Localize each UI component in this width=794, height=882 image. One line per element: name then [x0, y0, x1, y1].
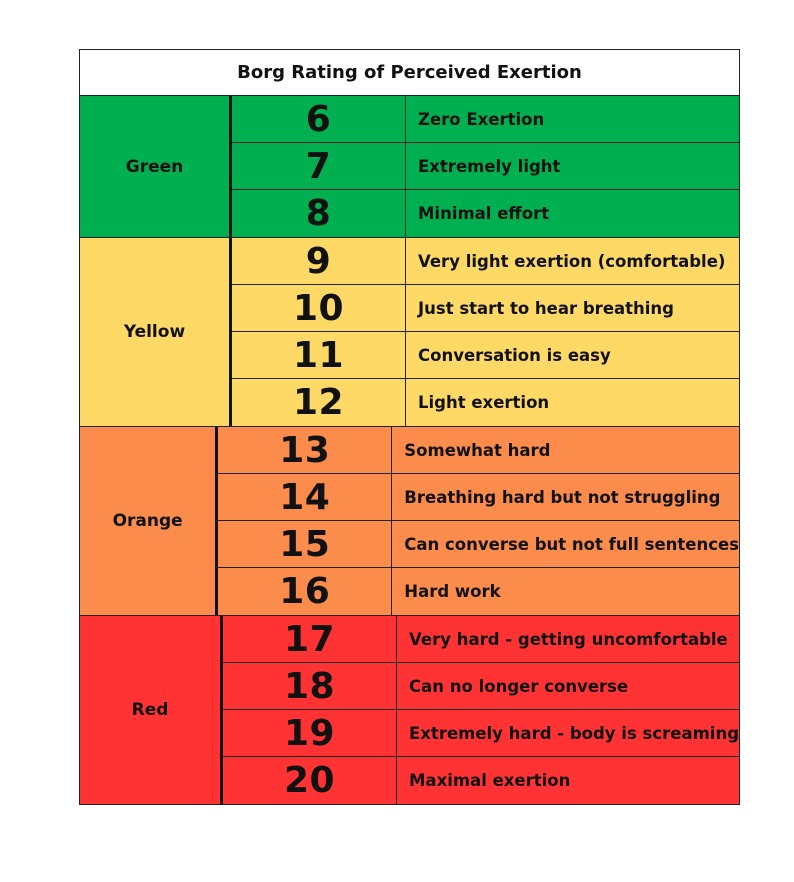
rating-number: 17 [223, 616, 397, 662]
table-row [218, 474, 739, 521]
rating-description: Conversation is easy [418, 345, 611, 365]
table-row [223, 663, 739, 710]
table-row [218, 521, 739, 568]
table-row [232, 332, 739, 379]
rating-number: 19 [223, 710, 397, 756]
table-body [79, 96, 740, 805]
rating-description: Just start to hear breathing [418, 298, 674, 318]
table-row [232, 285, 739, 332]
table-row [223, 616, 739, 663]
rating-number: 9 [232, 238, 406, 284]
table-row [223, 710, 739, 757]
rating-description: Minimal effort [418, 204, 550, 223]
rating-description: Hard work [404, 582, 501, 601]
zone-group-orange [79, 427, 740, 616]
table-title: Borg Rating of Perceived Exertion [79, 49, 740, 96]
rating-number: 7 [232, 143, 406, 189]
zone-group-red [79, 616, 740, 805]
rating-number: 14 [218, 474, 392, 520]
rating-number: 18 [223, 663, 397, 709]
rating-number: 15 [218, 521, 392, 567]
rating-number: 12 [232, 379, 406, 426]
rating-number: 8 [232, 190, 406, 237]
table-row [218, 568, 739, 615]
rating-description: Light exertion [418, 393, 550, 412]
rating-rows [223, 616, 739, 804]
rating-number: 16 [218, 568, 392, 615]
table-row [232, 379, 739, 426]
rating-description: Very light exertion (comfortable) [418, 251, 726, 271]
rating-number: 13 [218, 427, 392, 473]
rating-description: Breathing hard but not struggling [404, 487, 721, 507]
rating-description: Somewhat hard [404, 440, 551, 460]
table-row [232, 238, 739, 285]
table-row [218, 427, 739, 474]
zone-group-green [79, 96, 740, 238]
zone-group-yellow [79, 238, 740, 427]
rating-description: Can converse but not full sentences [404, 534, 739, 554]
rating-description: Extremely hard - body is screaming [409, 723, 739, 743]
rating-description: Maximal exertion [409, 771, 571, 790]
zone-label: Yellow [80, 238, 232, 426]
table-row [223, 757, 739, 804]
zone-label: Orange [80, 427, 218, 615]
table-row [232, 190, 739, 237]
rating-number: 10 [232, 285, 406, 331]
table-row [232, 96, 739, 143]
rating-number: 6 [232, 96, 406, 142]
zone-label: Green [80, 96, 232, 237]
rating-description: Can no longer converse [409, 676, 629, 696]
borg-scale-table [79, 49, 740, 805]
rating-description: Very hard - getting uncomfortable [409, 629, 728, 649]
rating-description: Zero Exertion [418, 109, 545, 129]
rating-rows [232, 96, 739, 237]
rating-number: 20 [223, 757, 397, 804]
table-row [232, 143, 739, 190]
rating-rows [218, 427, 739, 615]
zone-label: Red [80, 616, 223, 804]
rating-number: 11 [232, 332, 406, 378]
rating-description: Extremely light [418, 156, 561, 176]
rating-rows [232, 238, 739, 426]
